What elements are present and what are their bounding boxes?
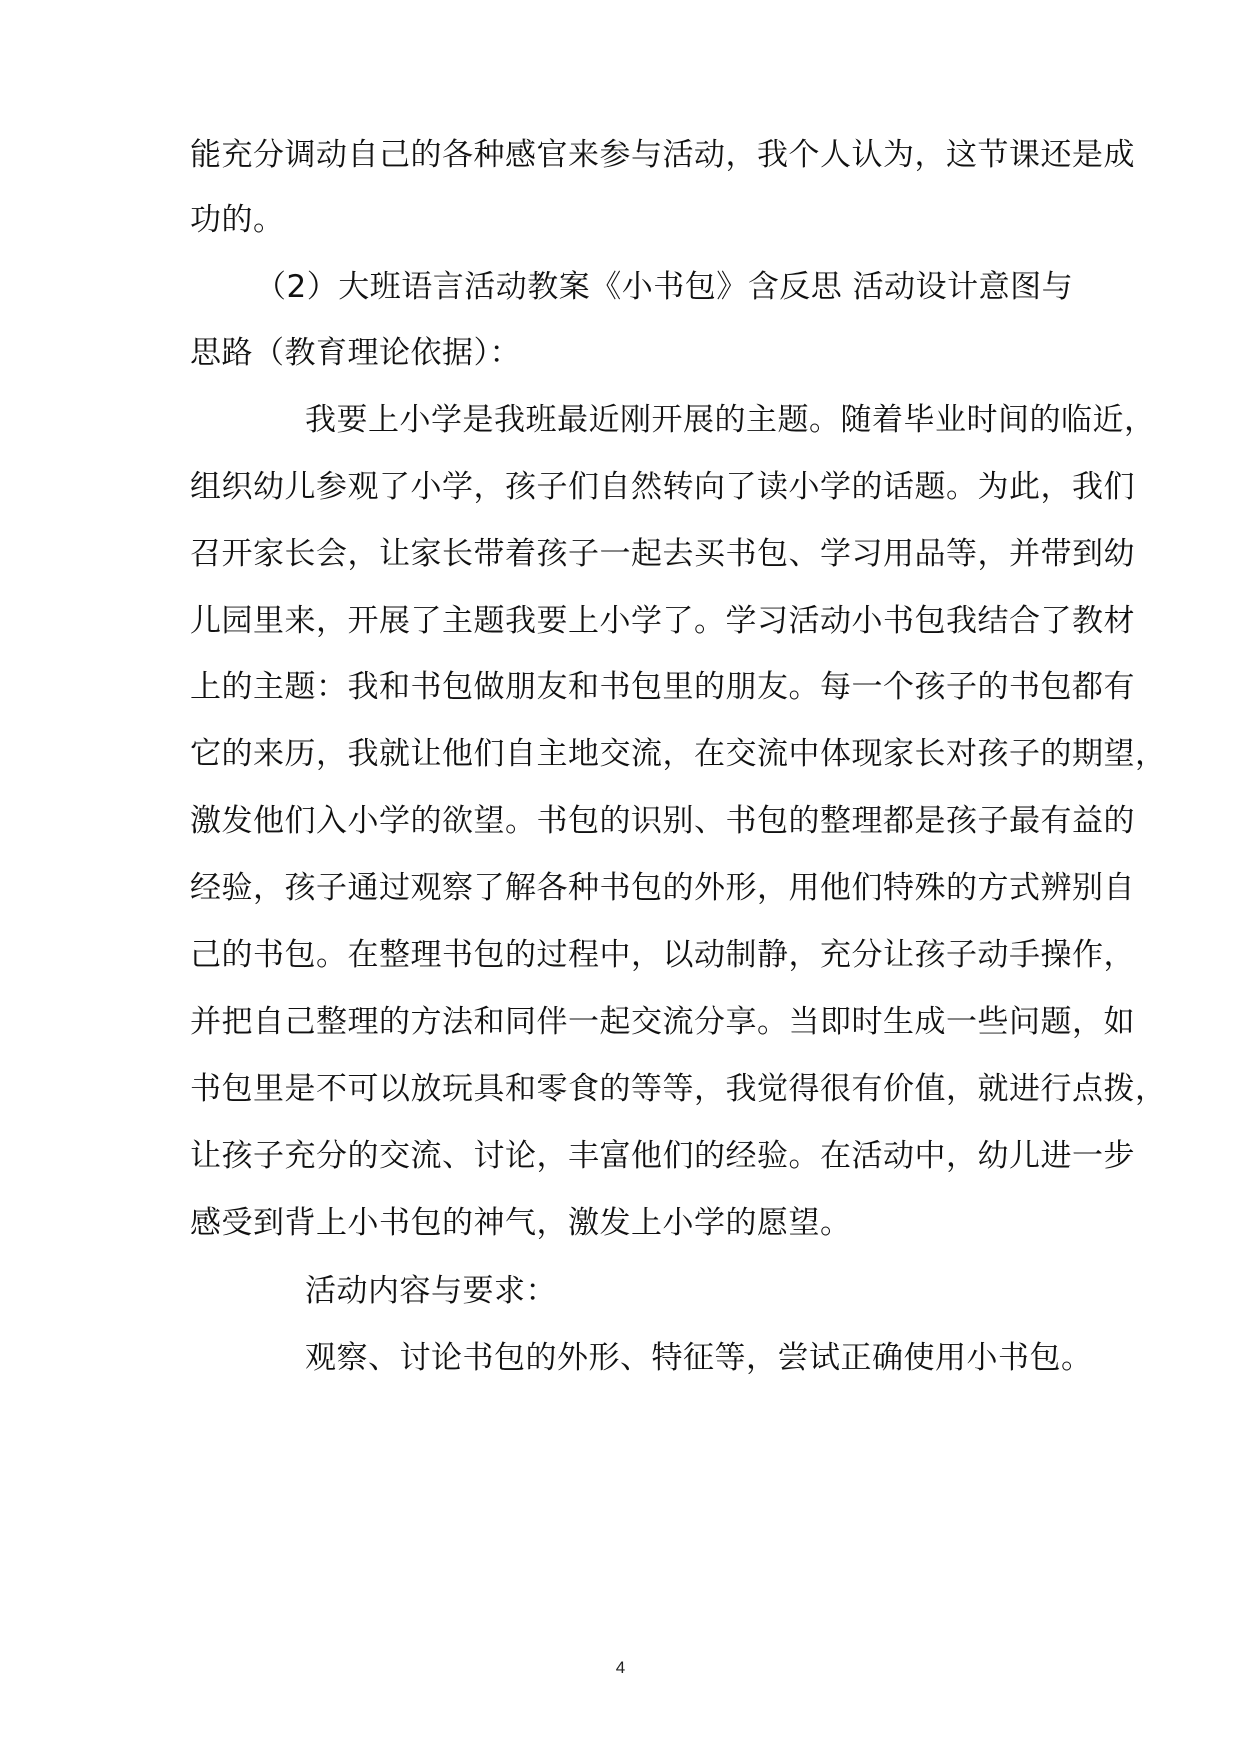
paragraph-line: 儿园里来，开展了主题我要上小学了。学习活动小书包我结合了教材 <box>190 603 1135 639</box>
paragraph-line: 书包里是不可以放玩具和零食的等等，我觉得很有价值，就进行点拨， <box>190 1071 1167 1107</box>
section-heading: （2）大班语言活动教案《小书包》含反思 活动设计意图与 <box>255 269 1074 305</box>
paragraph-line: 让孩子充分的交流、讨论，丰富他们的经验。在活动中，幼儿进一步 <box>190 1138 1135 1174</box>
paragraph-line: 观察、讨论书包的外形、特征等，尝试正确使用小书包。 <box>305 1340 1093 1376</box>
paragraph-line: 己的书包。在整理书包的过程中，以动制静，充分让孩子动手操作， <box>190 937 1135 973</box>
paragraph-line: 经验，孩子通过观察了解各种书包的外形，用他们特殊的方式辨别自 <box>190 870 1135 906</box>
paragraph-line: 并把自己整理的方法和同伴一起交流分享。当即时生成一些问题，如 <box>190 1004 1135 1040</box>
paragraph-line: 我要上小学是我班最近刚开展的主题。随着毕业时间的临近， <box>305 402 1156 438</box>
page-number: 4 <box>615 1658 626 1677</box>
paragraph-line: 能充分调动自己的各种感官来参与活动，我个人认为，这节课还是成 <box>190 137 1135 173</box>
paragraph-line: 激发他们入小学的欲望。书包的识别、书包的整理都是孩子最有益的 <box>190 803 1135 839</box>
paragraph-line: 组织幼儿参观了小学，孩子们自然转向了读小学的话题。为此，我们 <box>190 469 1135 505</box>
section-subheading: 活动内容与要求： <box>305 1273 557 1309</box>
paragraph-line: 上的主题：我和书包做朋友和书包里的朋友。每一个孩子的书包都有 <box>190 669 1135 705</box>
paragraph-line: 功的。 <box>190 202 285 238</box>
paragraph-line: 它的来历，我就让他们自主地交流，在交流中体现家长对孩子的期望， <box>190 736 1167 772</box>
paragraph-line: 召开家长会，让家长带着孩子一起去买书包、学习用品等，并带到幼 <box>190 536 1135 572</box>
paragraph-line: 思路（教育理论依据）： <box>190 335 521 371</box>
paragraph-line: 感受到背上小书包的神气，激发上小学的愿望。 <box>190 1205 852 1241</box>
